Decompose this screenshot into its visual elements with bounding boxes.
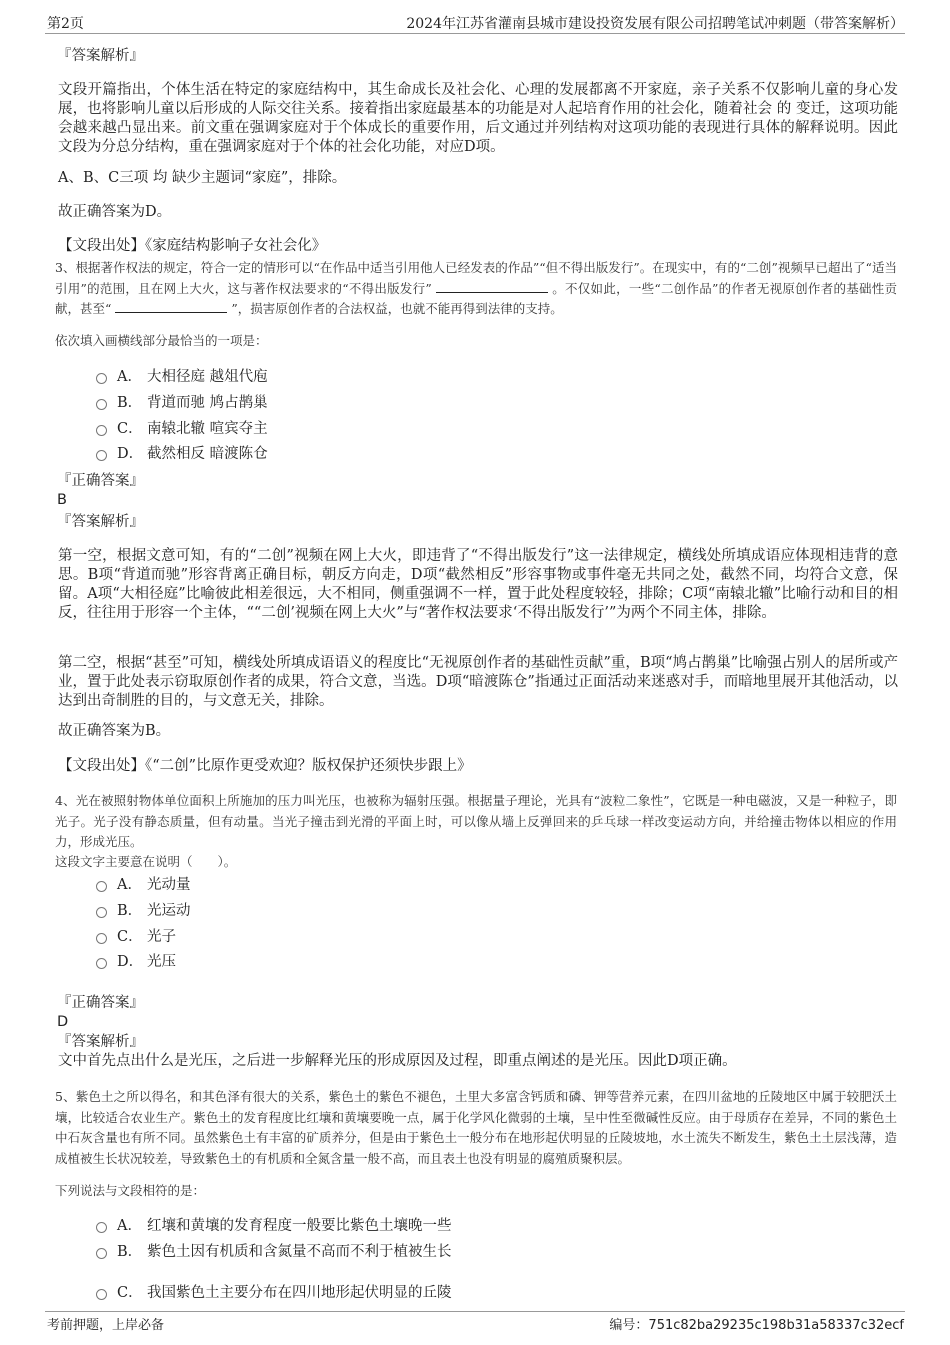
- radio-icon[interactable]: [96, 373, 107, 384]
- answer-option[interactable]: [96, 394, 268, 412]
- fill-blank: [115, 300, 227, 313]
- option-letter: A．: [117, 1218, 142, 1234]
- answer-option[interactable]: [96, 1243, 452, 1261]
- option-letter: B．: [117, 1244, 143, 1260]
- option-text: 我国紫色土主要分布在四川地形起伏明显的丘陵: [147, 1285, 452, 1301]
- document-code: [609, 1314, 904, 1333]
- option-text: 大相径庭 越俎代庖: [147, 369, 268, 385]
- radio-icon[interactable]: [96, 1222, 107, 1233]
- document-code-value: 751c82ba29235c198b31a58337c32ecf: [648, 1318, 904, 1333]
- document-title: 2024年江苏省灌南县城市建设投资发展有限公司招聘笔试冲刺题（带答案解析）: [406, 16, 904, 32]
- answer-option[interactable]: [96, 420, 268, 438]
- question-stem: 4、光在被照射物体单位面积上所施加的压力叫光压，也被称为辐射压强。根据量子理论，光具有“波粒二象性”，它既是一种电磁波，又是一种粒子，即光子。光子没有静态质量，但有动量。当光子撞击到光滑的平面上时，可以像从墙上反弹回来的乒乓球一样改变运动方向，并给撞击物体以相应的作用力，形成光压。: [55, 793, 897, 849]
- analysis-paragraph: 文中首先点出什么是光压，之后进一步解释光压的形成原因及过程，即重点阐述的是光压。因此D项正确。: [58, 1053, 737, 1069]
- question-stem-part: ”，损害原创作者的合法权益，也就不能再得到法律的支持。: [231, 301, 563, 316]
- analysis-label: 『答案解析』: [57, 48, 144, 64]
- source-citation: 【文段出处】《“二创”比原作更受欢迎？版权保护还须快步跟上》: [58, 758, 472, 774]
- analysis-label: 『答案解析』: [57, 514, 144, 530]
- answer-option[interactable]: [96, 368, 268, 386]
- footer-divider: [45, 1311, 905, 1312]
- radio-icon[interactable]: [96, 933, 107, 944]
- question-stem: 5、紫色土之所以得名，和其色泽有很大的关系，紫色土的紫色不褪色，土里大多富含钙质和磷、钾等营养元素，在四川盆地的丘陵地区中属于较肥沃土壤，比较适合农业生产。紫色土的发育程度比红壤和黄壤要晚一点，属于化学风化微弱的土壤，呈中性至微碱性反应。由于母质存在差异，不同的紫色土中石灰含量也有所不同。虽然紫色土有丰富的矿质养分，但是由于紫色土一般分布在地形起伏明显的丘陵坡地，水土流失不断发生，紫色土土层浅薄，造成植被生长状况较差，导致紫色土的有机质和全氮含量一般不高，而且表土也没有明显的腐殖质聚积层。: [55, 1089, 897, 1166]
- answer-conclusion: 故正确答案为D。: [58, 204, 172, 220]
- page-number: 第2页: [47, 16, 84, 32]
- correct-answer-label: 『正确答案』: [57, 995, 144, 1011]
- option-text: 光子: [147, 929, 176, 945]
- option-letter: B．: [117, 903, 143, 919]
- header-divider: [45, 33, 905, 34]
- answer-option[interactable]: [96, 445, 268, 463]
- answer-option[interactable]: [96, 902, 191, 920]
- analysis-paragraph: 第二空，根据“甚至”可知，横线处所填成语语义的程度比“无视原创作者的基础性贡献”重，B项“鸠占鹊巢”比喻强占别人的居所或产业，置于此处表示窃取原创作者的成果，符合文意，当选。D项“暗渡陈仓”指通过正面活动来迷惑对手，而暗地里展开其他活动，以达到出奇制胜的目的，与文意无关，排除。: [58, 655, 898, 709]
- radio-icon[interactable]: [96, 881, 107, 892]
- answer-option[interactable]: [96, 953, 176, 971]
- option-text: 红壤和黄壤的发育程度一般要比紫色土壤晚一些: [147, 1218, 452, 1234]
- radio-icon[interactable]: [96, 1248, 107, 1259]
- option-letter: C．: [117, 1285, 143, 1301]
- option-text: 光压: [147, 954, 176, 970]
- document-code-label: 编号：: [609, 1318, 649, 1333]
- option-letter: C．: [117, 929, 143, 945]
- radio-icon[interactable]: [96, 907, 107, 918]
- correct-answer: B: [57, 492, 67, 508]
- analysis-paragraph: 第一空，根据文意可知，有的“二创”视频在网上大火，即违背了“不得出版发行”这一法律规定，横线处所填成语应体现相违背的意思。B项“背道而驰”形容背离正确目标，朝反方向走，D项“截然相反”形容事物或事件毫无共同之处，截然不同，均符合文意，保留。A项“大相径庭”比喻彼此相差很远，大不相同，侧重强调不一样，置于此处程度较轻，排除；C项“南辕北辙”比喻行动和目的相反，往往用于形容一个主体，““二创’视频在网上大火”与“著作权法要求‘不得出版发行’”为两个不同主体，排除。: [58, 548, 898, 621]
- option-letter: B．: [117, 395, 143, 411]
- answer-option[interactable]: [96, 928, 176, 946]
- correct-answer-label: 『正确答案』: [57, 473, 144, 489]
- answer-conclusion: 故正确答案为B。: [58, 723, 171, 739]
- option-letter: D．: [117, 446, 144, 462]
- analysis-label: 『答案解析』: [57, 1034, 144, 1050]
- answer-option[interactable]: [96, 876, 191, 894]
- option-letter: D．: [117, 954, 144, 970]
- radio-icon[interactable]: [96, 399, 107, 410]
- radio-icon[interactable]: [96, 425, 107, 436]
- fill-blank: [436, 280, 548, 293]
- correct-answer: D: [57, 1014, 69, 1030]
- option-text: 截然相反 暗渡陈仓: [147, 446, 268, 462]
- analysis-paragraph: 文段开篇指出，个体生活在特定的家庭结构中，其生命成长及社会化、心理的发展都离不开家庭，亲子关系不仅影响儿童的身心发展，也将影响儿童以后形成的人际交往关系。接着指出家庭最基本的功能是对人起培育作用的社会化，随着社会 的 变迁，这项功能会越来越凸显出来。前文重在强调家庭对于个体成长的重要作用，后文通过并列结构对这项功能的表现进行具体的解释说明。因此文段为分总分结构，重在强调家庭对于个体的社会化功能，对应D项。: [58, 82, 898, 155]
- answer-option[interactable]: [96, 1217, 452, 1235]
- option-letter: A．: [117, 877, 142, 893]
- radio-icon[interactable]: [96, 1289, 107, 1300]
- analysis-paragraph: A、B、C三项 均 缺少主题词“家庭”，排除。: [58, 170, 347, 186]
- option-text: 背道而驰 鸠占鹊巢: [147, 395, 268, 411]
- question-prompt: 下列说法与文段相符的是：: [55, 1183, 206, 1198]
- option-text: 南辕北辙 喧宾夺主: [147, 421, 268, 437]
- radio-icon[interactable]: [96, 450, 107, 461]
- question-prompt: 这段文字主要意在说明（ ）。: [55, 854, 237, 869]
- source-citation: 【文段出处】《家庭结构影响子女社会化》: [58, 238, 327, 254]
- answer-option[interactable]: [96, 1284, 452, 1302]
- footer-slogan: 考前押题，上岸必备: [47, 1318, 165, 1333]
- question-stem-part: 。不仅如此，一些“二创作品”的作者无视原创作者的基础性贡献，甚至“: [55, 280, 897, 316]
- radio-icon[interactable]: [96, 958, 107, 969]
- question-prompt: 依次填入画横线部分最恰当的一项是：: [55, 333, 268, 348]
- question-stem: [55, 258, 897, 320]
- option-letter: A．: [117, 369, 142, 385]
- question-stem-part: 3、根据著作权法的规定，符合一定的情形可以“在作品中适当引用他人已经发表的作品”“但不得出版发行”。在现实中，有的“二创”视频早已超出了“适当引用”的范围，且在网上大火，这与著作权法要求的“不得出版发行”: [55, 260, 897, 296]
- option-text: 光动量: [147, 877, 191, 893]
- option-text: 光运动: [147, 903, 191, 919]
- option-text: 紫色土因有机质和含氮量不高而不利于植被生长: [147, 1244, 452, 1260]
- option-letter: C．: [117, 421, 143, 437]
